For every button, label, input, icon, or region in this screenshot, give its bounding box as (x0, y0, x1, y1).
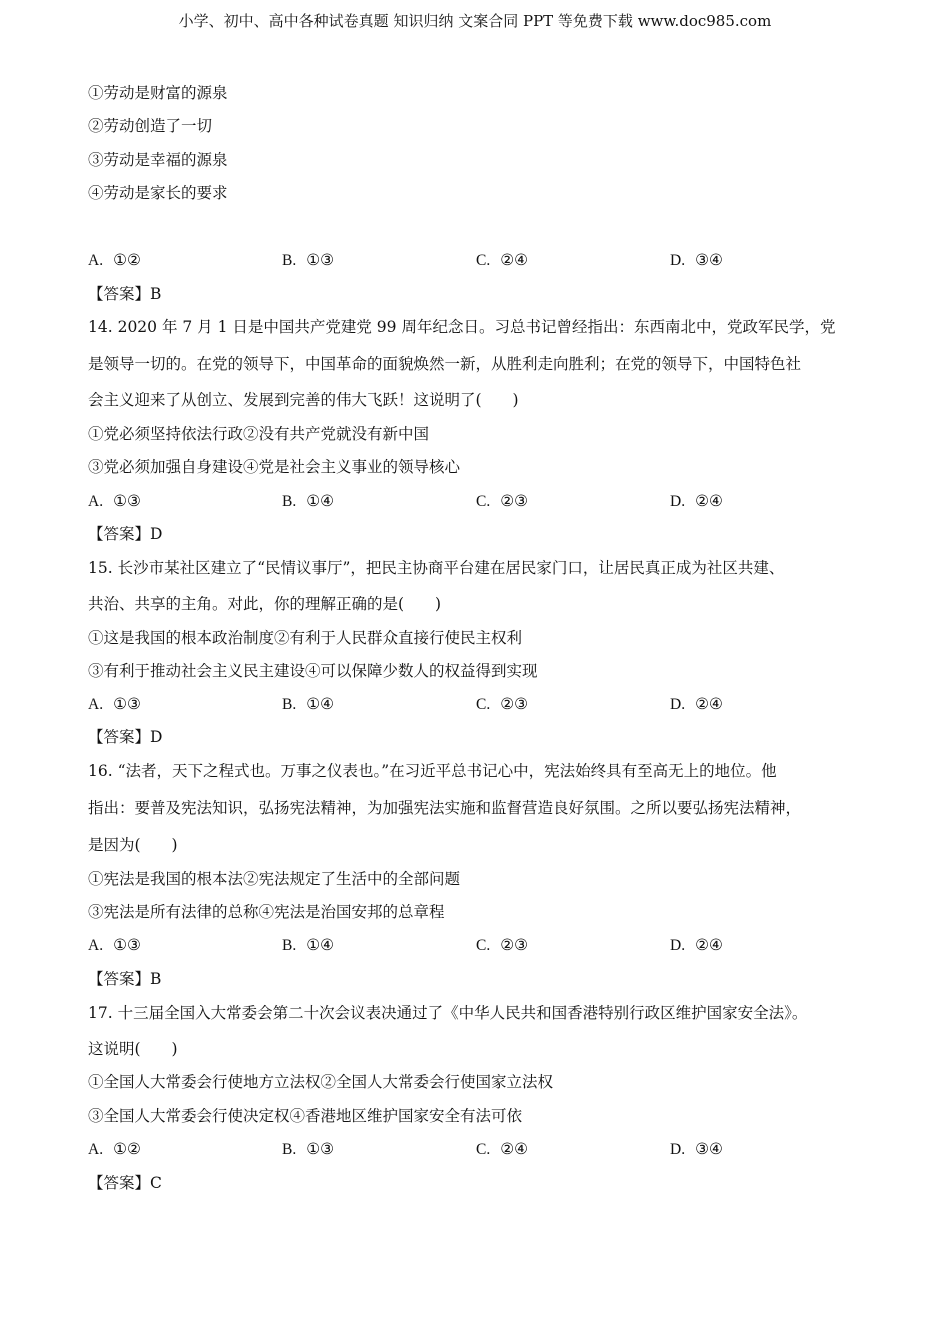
q17-statement-2: ③全国人大常委会行使决定权④香港地区维护国家安全有法可依 (88, 1107, 523, 1125)
q14-option-a: A. ①③ (88, 492, 141, 510)
q16-stem-line-3: 是因为( ) (88, 836, 178, 854)
q17-option-c: C. ②④ (476, 1140, 529, 1158)
q13-option-b: B. ①③ (282, 251, 335, 269)
q14-options (88, 491, 868, 511)
q15-statement-1: ①这是我国的根本政治制度②有利于人民群众直接行使民主权利 (88, 629, 523, 647)
q14-option-b: B. ①④ (282, 492, 335, 510)
q16-answer: 【答案】B (88, 970, 162, 988)
q15-options (88, 694, 868, 714)
q15-answer: 【答案】D (88, 728, 163, 746)
q15-stem-line-1: 15. 长沙市某社区建立了“民情议事厅”，把民主协商平台建在居民家门口，让居民真正成为社区共建、 (88, 559, 785, 577)
page-header: 小学、初中、高中各种试卷真题 知识归纳 文案合同 PPT 等免费下载 www.doc985.com (178, 12, 772, 30)
q17-answer: 【答案】C (88, 1174, 162, 1192)
q16-option-d: D. ②④ (670, 936, 723, 954)
q17-options (88, 1139, 868, 1159)
q14-stem-line-3: 会主义迎来了从创立、发展到完善的伟大飞跃！这说明了( ) (88, 391, 519, 409)
q16-statement-2: ③宪法是所有法律的总称④宪法是治国安邦的总章程 (88, 903, 445, 921)
q17-stem-line-1: 17. 十三届全国入大常委会第二十次会议表决通过了《中华人民共和国香港特别行政区维护国家安全法》。 (88, 1004, 808, 1022)
q13-answer: 【答案】B (88, 285, 162, 303)
q15-option-a: A. ①③ (88, 695, 141, 713)
q15-option-b: B. ①④ (282, 695, 335, 713)
q13-option-d: D. ③④ (670, 251, 723, 269)
q16-stem-line-1: 16. “法者，天下之程式也。万事之仪表也。”在习近平总书记心中，宪法始终具有至高无上的地位。他 (88, 762, 777, 780)
q17-option-d: D. ③④ (670, 1140, 723, 1158)
q14-option-d: D. ②④ (670, 492, 723, 510)
q13-options (88, 250, 868, 270)
q15-stem-line-2: 共治、共享的主角。对此，你的理解正确的是( ) (88, 595, 442, 613)
q16-stem-line-2: 指出：要普及宪法知识，弘扬宪法精神，为加强宪法实施和监督营造良好氛围。之所以要弘扬宪法精神， (88, 799, 802, 817)
q14-stem-line-1: 14. 2020 年 7 月 1 日是中国共产党建党 99 周年纪念日。习总书记曾经指出：东西南北中，党政军民学，党 (88, 318, 836, 336)
q17-stem-line-2: 这说明( ) (88, 1040, 178, 1058)
q16-option-a: A. ①③ (88, 936, 141, 954)
q14-answer: 【答案】D (88, 525, 163, 543)
q16-option-c: C. ②③ (476, 936, 529, 954)
q14-statement-2: ③党必须加强自身建设④党是社会主义事业的领导核心 (88, 458, 461, 476)
q17-option-b: B. ①③ (282, 1140, 335, 1158)
q17-statement-1: ①全国人大常委会行使地方立法权②全国人大常委会行使国家立法权 (88, 1073, 554, 1091)
q13-option-c: C. ②④ (476, 251, 529, 269)
q17-option-a: A. ①② (88, 1140, 141, 1158)
q14-stem-line-2: 是领导一切的。在党的领导下，中国革命的面貌焕然一新，从胜利走向胜利；在党的领导下，中国特色社 (88, 355, 802, 373)
q16-options (88, 935, 868, 955)
q14-statement-1: ①党必须坚持依法行政②没有共产党就没有新中国 (88, 425, 430, 443)
q16-option-b: B. ①④ (282, 936, 335, 954)
q13-option-a: A. ①② (88, 251, 141, 269)
q13-statement-4: ④劳动是家长的要求 (88, 184, 228, 202)
q16-statement-1: ①宪法是我国的根本法②宪法规定了生活中的全部问题 (88, 870, 461, 888)
q15-option-d: D. ②④ (670, 695, 723, 713)
q15-option-c: C. ②③ (476, 695, 529, 713)
q14-option-c: C. ②③ (476, 492, 529, 510)
q13-statement-1: ①劳动是财富的源泉 (88, 84, 228, 102)
q13-statement-3: ③劳动是幸福的源泉 (88, 151, 228, 169)
q13-statement-2: ②劳动创造了一切 (88, 117, 213, 135)
q15-statement-2: ③有利于推动社会主义民主建设④可以保障少数人的权益得到实现 (88, 662, 538, 680)
